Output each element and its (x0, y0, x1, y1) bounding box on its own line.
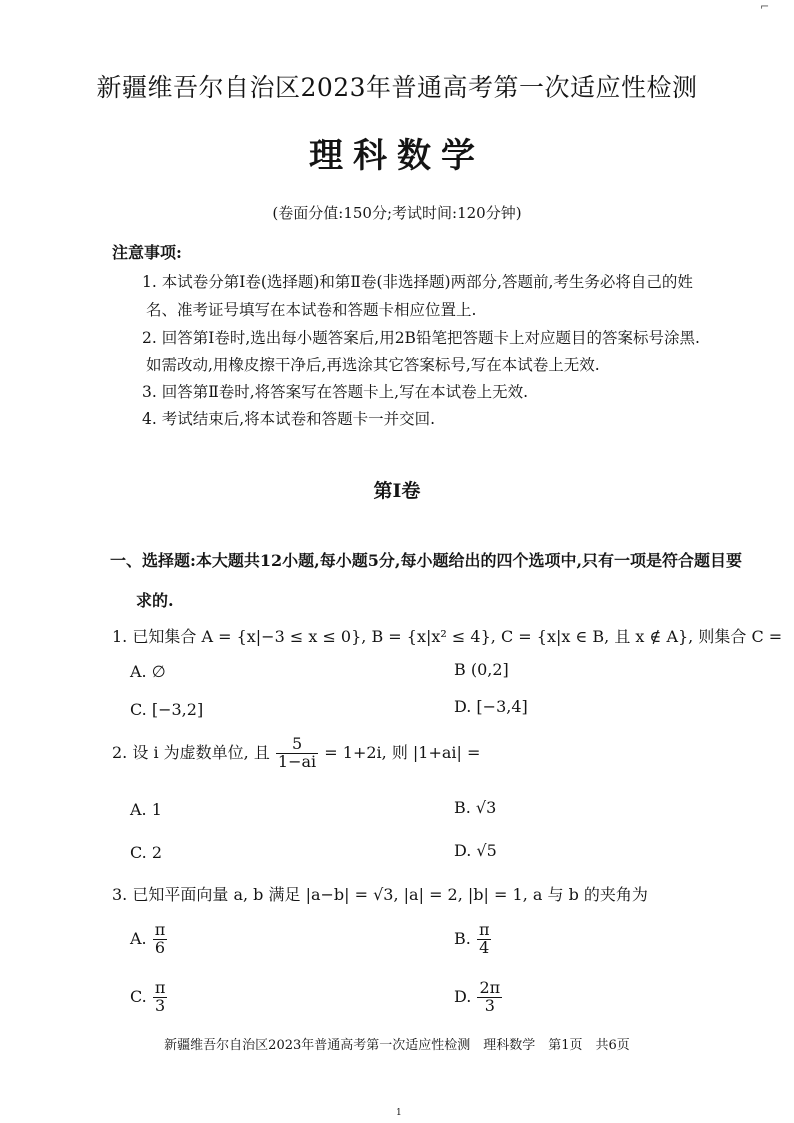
q2-option-c: C. 2 (130, 843, 163, 862)
corner-mark: ⌐ (760, 0, 770, 13)
notice-line: 4. 考试结束后,将本试卷和答题卡一并交回. (142, 410, 436, 428)
q3-b-den: 4 (479, 937, 490, 957)
q3-d-den: 3 (484, 995, 495, 1015)
q2-option-a: A. 1 (130, 800, 162, 819)
q3-b-fraction (477, 922, 492, 957)
page-footer: 新疆维吾尔自治区2023年普通高考第一次适应性检测 理科数学 第1页 共6页 (164, 1038, 630, 1053)
q2-suffix: = 1+2i, 则 |1+ai| = (324, 742, 481, 762)
q3-d-label: D. (454, 986, 472, 1006)
q1-option-c: C. [−3,2] (130, 700, 204, 719)
q3-option-a (130, 922, 168, 957)
notice-line: 3. 回答第Ⅱ卷时,将答案写在答题卡上,写在本试卷上无效. (142, 383, 529, 401)
q3-option-c (130, 980, 168, 1015)
q3-c-den: 3 (155, 995, 166, 1015)
q3-option-d (454, 980, 503, 1015)
question-2-text (112, 736, 480, 771)
q2-option-b: B. √3 (454, 798, 497, 817)
notice-line: 名、准考证号填写在本试卷和答题卡相应位置上. (146, 301, 477, 319)
exam-title: 新疆维吾尔自治区2023年普通高考第一次适应性检测 (96, 73, 698, 102)
q3-a-fraction (153, 922, 168, 957)
q2-frac-den: 1−ai (277, 751, 317, 771)
q3-d-fraction (477, 980, 502, 1015)
q2-prefix: 2. 设 i 为虚数单位, 且 (112, 742, 270, 762)
q3-c-num: π (154, 978, 166, 997)
q2-option-d: D. √5 (454, 841, 497, 860)
section-instructions-cont: 求的. (136, 591, 174, 610)
question-3-text: 3. 已知平面向量 a, b 满足 |a−b| = √3, |a| = 2, |b| = 1, a 与 b 的夹角为 (112, 885, 648, 904)
q2-frac-num: 5 (276, 736, 318, 754)
section-instructions: 一、选择题:本大题共12小题,每小题5分,每小题给出的四个选项中,只有一项是符合题目要 (110, 551, 743, 570)
notice-line: 如需改动,用橡皮擦干净后,再选涂其它答案标号,写在本试卷上无效. (146, 356, 600, 374)
exam-info: (卷面分值:150分;考试时间:120分钟) (272, 204, 522, 222)
q1-option-b: B (0,2] (454, 660, 509, 679)
notice-line: 1. 本试卷分第Ⅰ卷(选择题)和第Ⅱ卷(非选择题)两部分,答题前,考生务必将自己的姓 (142, 273, 693, 291)
subject-title: 理科数学 (309, 136, 485, 176)
q3-d-num: 2π (479, 978, 501, 997)
q3-c-label: C. (130, 986, 147, 1006)
q1-option-d: D. [−3,4] (454, 697, 528, 716)
question-1-text: 1. 已知集合 A = {x|−3 ≤ x ≤ 0}, B = {x|x² ≤ 4}, C = {x|x ∈ B, 且 x ∉ A}, 则集合 C = (112, 627, 783, 646)
q1-option-a: A. ∅ (130, 662, 166, 681)
section-title: 第Ⅰ卷 (373, 480, 421, 502)
notice-heading: 注意事项: (112, 243, 182, 262)
notice-line: 2. 回答第Ⅰ卷时,选出每小题答案后,用2B铅笔把答题卡上对应题目的答案标号涂黑. (142, 329, 700, 347)
q3-a-den: 6 (154, 937, 166, 957)
q2-fraction (276, 736, 318, 771)
q3-b-num: π (478, 920, 490, 939)
q3-b-label: B. (454, 928, 471, 948)
q3-c-fraction (153, 980, 168, 1015)
q3-a-num: π (154, 920, 166, 939)
q3-a-label: A. (130, 928, 147, 948)
q3-option-b (454, 922, 492, 957)
page-mark: 1 (396, 1108, 402, 1118)
